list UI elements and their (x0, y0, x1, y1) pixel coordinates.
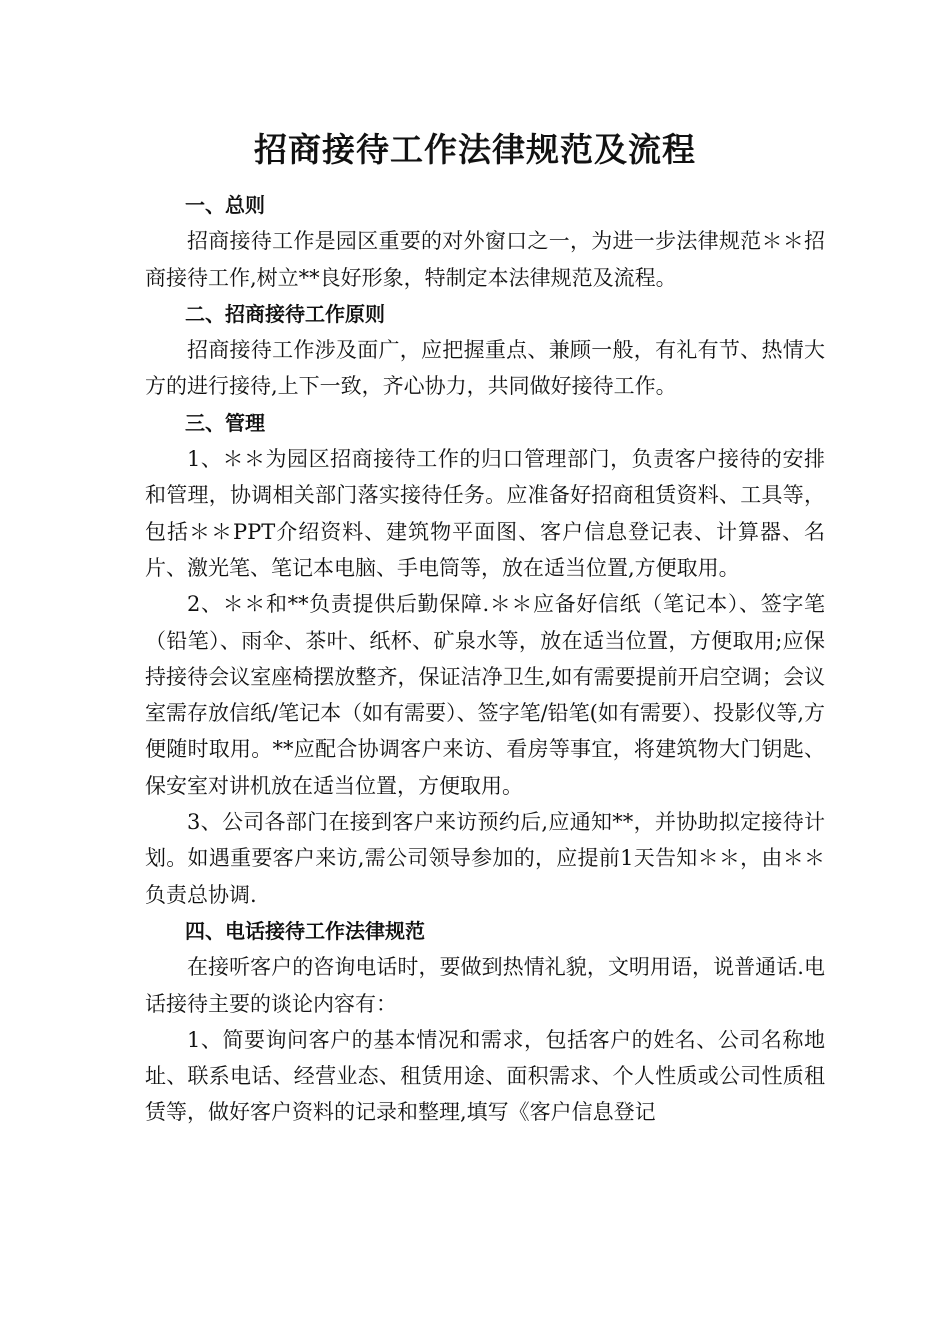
paragraph: 招商接待工作是园区重要的对外窗口之一，为进一步法律规范＊＊招商接待工作,树立**良好形象，特制定本法律规范及流程。 (145, 229, 825, 290)
paragraph: 1、＊＊为园区招商接待工作的归口管理部门，负责客户接待的安排和管理，协调相关部门落实接待任务。应准备好招商租赁资料、工具等，包括＊＊PPT介绍资料、建筑物平面图、客户信息登记表、计算器、名片、激光笔、笔记本电脑、手电筒等，放在适当位置,方便取用。 (145, 447, 825, 580)
paragraph: 在接听客户的咨询电话时，要做到热情礼貌，文明用语，说普通话.电话接待主要的谈论内容有： (145, 955, 825, 1016)
paragraph: 3、公司各部门在接到客户来访预约后,应通知**，并协助拟定接待计划。如遇重要客户来访,需公司领导参加的，应提前1天告知＊＊，由＊＊负责总协调. (145, 810, 825, 907)
document-body (145, 187, 825, 1131)
paragraph: 招商接待工作涉及面广，应把握重点、兼顾一般，有礼有节、热情大方的进行接待,上下一致，齐心协力，共同做好接待工作。 (145, 338, 825, 399)
section-heading-general: 一、总则 (185, 193, 265, 217)
paragraph: 1、简要询问客户的基本情况和需求，包括客户的姓名、公司名称地址、联系电话、经营业态、租赁用途、面积需求、个人性质或公司性质租赁等，做好客户资料的记录和整理,填写《客户信息登记 (145, 1027, 825, 1125)
section-heading-management: 三、管理 (185, 410, 265, 435)
section-heading-principles: 二、招商接待工作原则 (185, 301, 385, 326)
section-heading-phone-reception: 四、电话接待工作法律规范 (185, 918, 425, 943)
paragraph: 2、＊＊和**负责提供后勤保障.＊＊应备好信纸（笔记本）、签字笔（铅笔）、雨伞、茶叶、纸杯、矿泉水等，放在适当位置，方便取用;应保持接待会议室座椅摆放整齐，保证洁净卫生,如有需要提前开启空调；会议室需存放信纸/笔记本（如有需要）、签字笔/铅笔(如有需要）、投影仪等,方便随时取用。**应配合协调客户来访、看房等事宜，将建筑物大门钥匙、保安室对讲机放在适当位置，方便取用。 (145, 592, 826, 798)
document-title: 招商接待工作法律规范及流程 (254, 130, 696, 169)
